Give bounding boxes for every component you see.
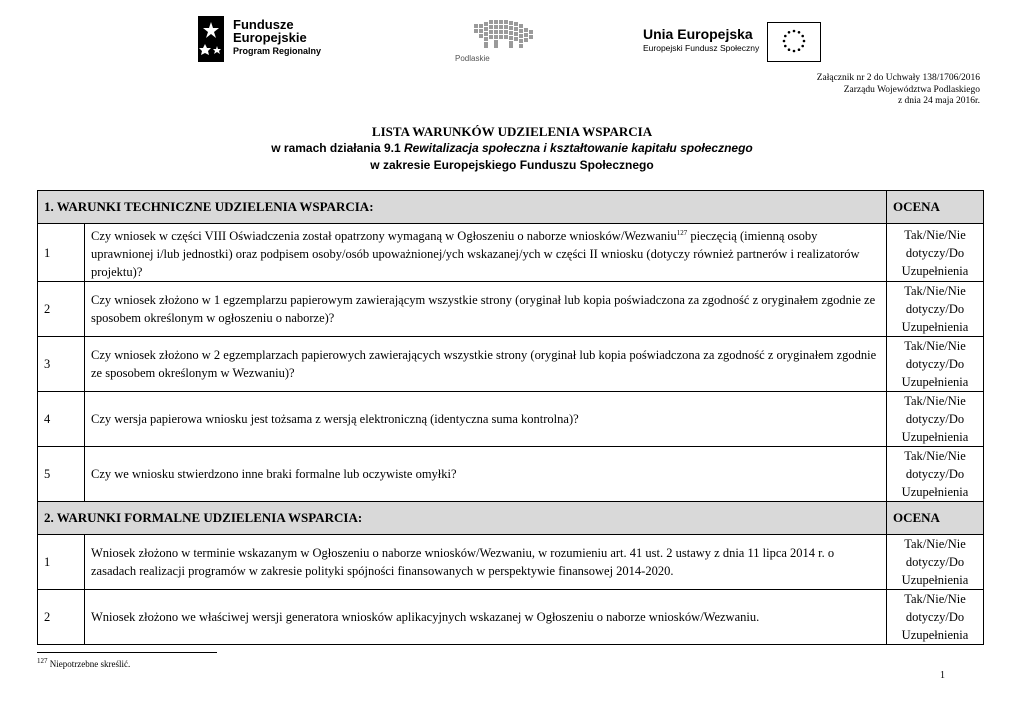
section-title: 1. WARUNKI TECHNICZNE UDZIELENIA WSPARCIA: [38,191,887,224]
row-number: 1 [38,535,85,590]
conditions-table [37,190,984,645]
row-question: Wniosek złożono w terminie wskazanym w Ogłoszeniu o naborze wniosków/Wezwaniu, w rozumieniu art. 41 ust. 2 ustawy z dnia 11 lipca 2014 r. o zasadach realizacji programów w zakresie polityki spójności finansowanych w perspektywie finansowej 2014-2020. [85,535,887,590]
fe-line1: Fundusze [233,17,294,32]
footnote-ref: 127 [676,229,688,237]
row-question: Czy wniosek złożono w 1 egzemplarzu papierowym zawierającym wszystkie strony (oryginał lub kopia poświadczona za zgodność z oryginałem zgodnie ze sposobem określonym w ogłoszeniu o naborze)? [85,282,887,337]
row-ocena: Tak/Nie/Nie dotyczy/Do Uzupełnienia [887,282,984,337]
ocena-header: OCENA [887,191,984,224]
annex-line1: Załącznik nr 2 do Uchwały 138/1706/2016 [816,73,980,83]
ocena-header: OCENA [887,502,984,535]
table-row [38,447,984,502]
row-number: 4 [38,392,85,447]
section-header-formal [38,502,984,535]
row-question: Czy wniosek w części VIII Oświadczenia został opatrzony wymaganą w Ogłoszeniu o naborze wniosków/Wezwaniu$^{127}$ pieczęcią (imienną osoby uprawnionej i/lub jednostki) oraz podpisem osoby/osób upoważnionej/ych wskazanej/ych w części II wniosku (dotyczy również partnerów i realizatorów projektu)? [85,224,887,282]
document-subtitle-2: w zakresie Europejskiego Funduszu Społecznego [370,158,654,172]
bison-icon [470,16,536,56]
section-header-technical [38,191,984,224]
footnote [37,657,130,669]
ue-title: Unia Europejska [643,26,753,42]
row-question: Czy wersja papierowa wniosku jest tożsama z wersją elektroniczną (identyczna suma kontrolna)? [85,392,887,447]
annex-line3: z dnia 24 maja 2016r. [897,96,980,106]
annex-note [817,73,980,108]
footnote-text: Niepotrzebne skreślić. [47,659,131,669]
table-row [38,337,984,392]
fe-line3: Program Regionalny [233,46,322,56]
fe-star-icon [198,16,224,62]
table-row [38,590,984,645]
section-title: 2. WARUNKI FORMALNE UDZIELENIA WSPARCIA: [38,502,887,535]
row-number: 2 [38,590,85,645]
eu-flag-icon [767,22,821,62]
row-ocena: Tak/Nie/Nie dotyczy/Do Uzupełnienia [887,590,984,645]
podlaskie-caption: Podlaskie [455,54,490,63]
ue-subtitle: Europejski Fundusz Społeczny [643,43,760,53]
fundusze-europejskie-logo [198,16,328,64]
row-ocena: Tak/Nie/Nie dotyczy/Do Uzupełnienia [887,337,984,392]
page-number: 1 [940,670,945,681]
row-question: Czy wniosek złożono w 2 egzemplarzach papierowych zawierających wszystkie strony (oryginał lub kopia poświadczona za zgodność z oryginałem zgodnie ze sposobem określonym w Wezwaniu)? [85,337,887,392]
table-row [38,282,984,337]
row-number: 3 [38,337,85,392]
row-question: Czy we wniosku stwierdzono inne braki formalne lub oczywiste omyłki? [85,447,887,502]
row-question: Wniosek złożono we właściwej wersji generatora wniosków aplikacyjnych wskazanej w Ogłoszeniu o naborze wniosków/Wezwaniu. [85,590,887,645]
fe-line2: Europejskie [233,30,307,45]
table-row [38,224,984,282]
subtitle-prefix: w ramach działania 9.1 [271,141,404,155]
table-row [38,535,984,590]
podlaskie-logo [450,16,550,66]
header-logos [0,0,1024,70]
ue-text-block [643,26,759,54]
row-number: 1 [38,224,85,282]
annex-line2: Zarządu Województwa Podlaskiego [843,84,980,95]
footnote-number: 127 [37,657,48,665]
row-ocena: Tak/Nie/Nie dotyczy/Do Uzupełnienia [887,392,984,447]
row-number: 5 [38,447,85,502]
document-title: LISTA WARUNKÓW UDZIELENIA WSPARCIA [371,124,653,139]
table-row [38,392,984,447]
row-ocena: Tak/Nie/Nie dotyczy/Do Uzupełnienia [887,447,984,502]
row-number: 2 [38,282,85,337]
row-ocena: Tak/Nie/Nie dotyczy/Do Uzupełnienia [887,535,984,590]
footnote-divider [37,652,217,653]
subtitle-action-name: Rewitalizacja społeczna i kształtowanie kapitału społecznego [403,141,753,155]
document-subtitle-1 [0,141,1024,155]
row-ocena: Tak/Nie/Nie dotyczy/Do Uzupełnienia [887,224,984,282]
